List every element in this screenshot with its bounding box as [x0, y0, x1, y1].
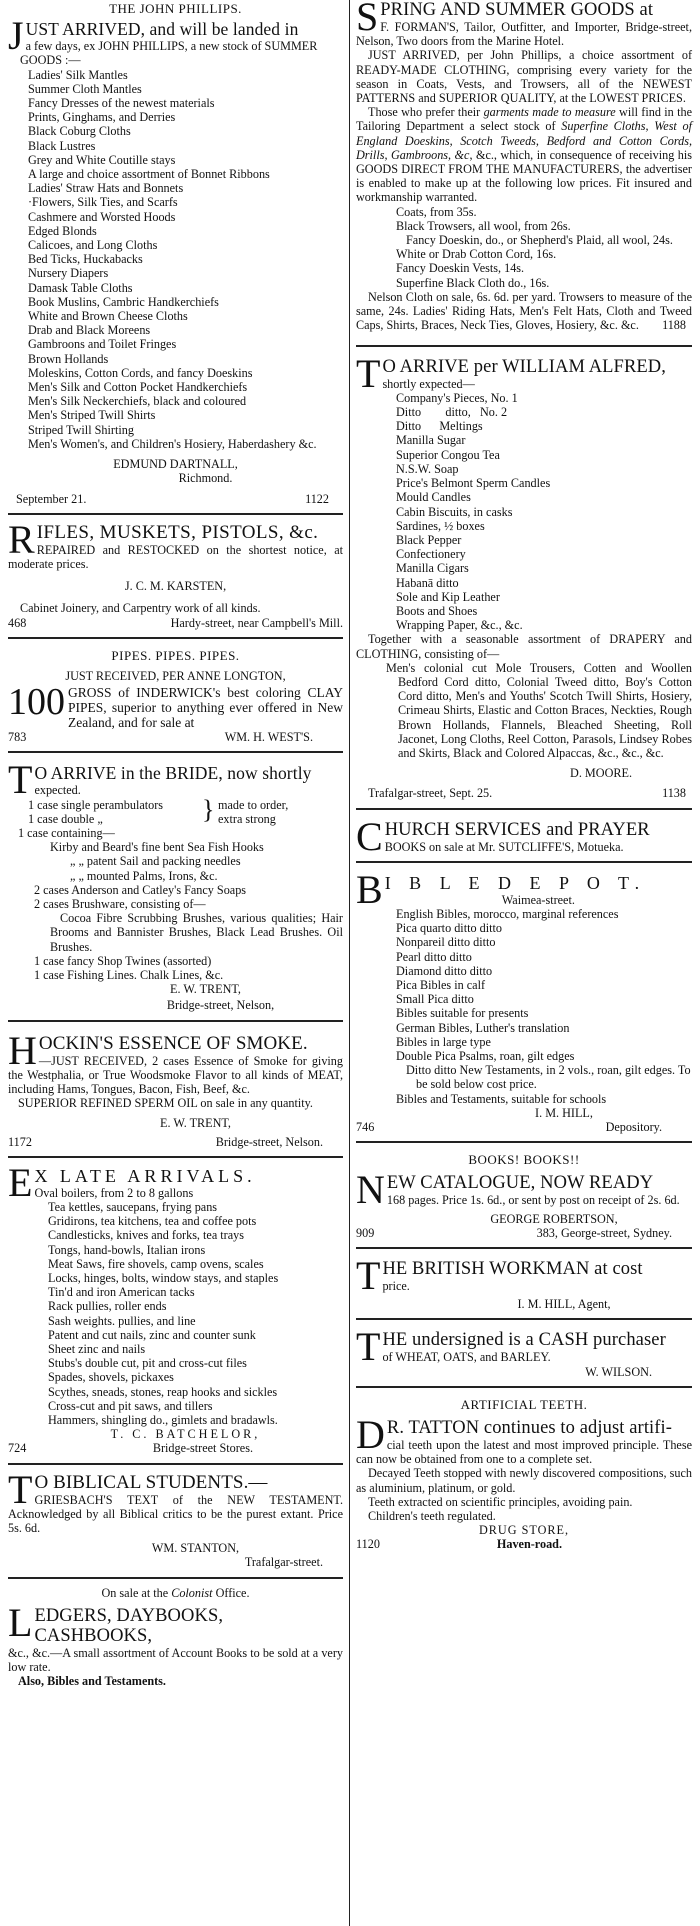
drop-capital: N [356, 1173, 385, 1208]
list-item: Ditto ditto New Testaments, in 2 vols., roan, gilt edges. To be sold below cost price. [406, 1063, 691, 1092]
ad-separator [356, 1318, 692, 1320]
list-item: Manilla Cigars [396, 561, 469, 576]
list-item: White and Brown Cheese Cloths [28, 309, 188, 324]
drop-capital: T [8, 763, 33, 798]
ad-body: Teeth extracted on scientific principles, avoiding pain. [368, 1494, 633, 1509]
list-item: Cashmere and Worsted Hoods [28, 209, 176, 224]
ad-body: cial teeth upon the latest and most improved principle. These can now be obtained from one to a complete set. [356, 1438, 692, 1467]
ad-essence-of-smoke [8, 1034, 343, 1149]
list-item: Small Pica ditto [396, 992, 474, 1007]
list-item: Coats, from 35s. [396, 204, 477, 219]
ad-number: 909 [356, 1225, 375, 1240]
ad-heading: On sale at the Colonist Office. [101, 1585, 250, 1600]
list-item: Double Pica Psalms, roan, gilt edges [396, 1049, 575, 1063]
ad-address: Hardy-street, near Campbell's Mill. [170, 615, 343, 630]
drop-capital: J [8, 19, 24, 59]
ad-body: Those who prefer their garments made to measure will find in the Tailoring Department a select stock of Superfine Cloths, West of England Doeskins, Scotch Tweeds, Bedford and Cotton Cords, Drills, Gambroons, &c, &c., which, in consequence of receiving his GOODS DIRECT FROM THE MANUFACTURERS, the advertiser is enabled to make up at the following low prices. Fit insured and workmanship warranted. [356, 105, 693, 205]
ad-address: Bridge-street, Nelson. [215, 1134, 323, 1149]
ad-biblical-students [8, 1473, 343, 1570]
ad-number: 1122 [305, 491, 329, 506]
list-item: Drab and Black Moreens [28, 323, 151, 338]
ad-body: 168 pages. Price 1s. 6d., or sent by post on receipt of 2s. 6d. [386, 1193, 680, 1208]
ad-body: &c., &c.—A small assortment of Account Books to be sold at a very low rate. [8, 1645, 343, 1675]
goods-list [8, 1200, 343, 1427]
list-item: Meat Saws, fire shovels, camp ovens, scales [48, 1256, 264, 1271]
ad-lead: OCKIN'S ESSENCE OF SMOKE. [38, 1033, 308, 1054]
list-item: Manilla Sugar [396, 433, 466, 448]
ad-address: Bridge-street Stores. [152, 1441, 253, 1456]
list-item: Prints, Ginghams, and Derries [28, 110, 176, 125]
ad-address: Bridge-street, Nelson, [166, 998, 275, 1013]
ad-subheading: expected. [34, 783, 81, 798]
goods-list [356, 391, 692, 632]
list-item: Black Coburg Cloths [28, 124, 131, 139]
ad-separator [8, 1156, 343, 1158]
list-item: Ladies' Straw Hats and Bonnets [28, 181, 184, 196]
ad-lead: O ARRIVE in the BRIDE, now shortly [34, 763, 312, 784]
drop-capital: L [8, 1605, 33, 1645]
ad-separator [8, 637, 343, 639]
list-item: Men's Women's, and Children's Hosiery, Haberdashery &c. [28, 436, 317, 451]
list-item: Damask Table Cloths [28, 280, 133, 295]
list-item: 1 case single perambulators [28, 797, 164, 812]
ad-bride [8, 763, 343, 1012]
ad-william-alfred [356, 357, 692, 801]
list-item: Sole and Kip Leather [396, 589, 500, 604]
left-column [8, 0, 343, 1926]
ad-body: Men's colonial cut Mole Trousers, Cotten and Woollen Bedford Cord ditto, Colonial Tweed ditto, Boy's Cotton Cord ditto, Men's and Youths' Scotch Twill Shirts, Hosiery, Crimeau Shirts, Elastic and Cotton Braces, Neckties, Rough Brown Hollands, Flannels, Bleached Sheeting, Roll Jaconet, Long Cloths, Reel Cotton, Parasols, Lindsey Robes and Skirts, Black and Colored Alpaccas, &c., &c., &c. [386, 660, 692, 760]
list-item: Moleskins, Cotton Cords, and fancy Doeskins [28, 365, 253, 380]
list-item: 1 case Fishing Lines. Chalk Lines, &c. [34, 967, 224, 982]
list-note: made to order, [218, 797, 289, 812]
list-item: Nursery Diapers [28, 266, 109, 281]
list-item: 1 case fancy Shop Twines (assorted) [34, 953, 212, 968]
ad-subheading: JUST RECEIVED, PER ANNE LONGTON, [65, 668, 286, 683]
list-item: Fancy Dresses of the newest materials [28, 96, 215, 111]
ad-separator [8, 1577, 343, 1579]
ad-address: Trafalgar-street. [244, 1555, 323, 1570]
list-item: Sardines, ½ boxes [396, 518, 485, 533]
ad-separator [356, 345, 692, 347]
ad-body: Decayed Teeth stopped with newly discovered compositions, such as aluminium, platinum, or gold. [356, 1466, 692, 1495]
list-item: 1 case containing— [18, 825, 115, 840]
list-item: Nonpareil ditto ditto [396, 935, 496, 950]
list-item: Rack pullies, roller ends [48, 1299, 167, 1314]
list-item: Wrapping Paper, &c., &c. [396, 618, 523, 633]
list-item: Habanā ditto [396, 575, 459, 590]
drop-capital: T [8, 1472, 33, 1512]
list-item: Fancy Doeskin, do., or Shepherd's Plaid, all wool, 24s. [406, 233, 673, 248]
ad-signer: J. C. M. KARSTEN, [124, 579, 227, 594]
list-item: Black Pepper [396, 532, 462, 547]
ad-artificial-teeth [356, 1398, 692, 1552]
list-item: Diamond ditto ditto [396, 963, 493, 978]
ad-separator [356, 1141, 692, 1143]
list-item: Men's Striped Twill Shirts [28, 408, 156, 423]
list-item: Men's Silk and Cotton Pocket Handkerchiefs [28, 380, 248, 395]
ad-lead: IFLES, MUSKETS, PISTOLS, &c. [36, 522, 319, 543]
list-item: Sash weights. pullies, and line [48, 1313, 196, 1328]
list-item: Cabin Biscuits, in casks [396, 504, 513, 519]
drop-capital: R [8, 522, 35, 562]
ad-signer: E. W. TRENT, [160, 1116, 231, 1131]
ad-number: 746 [356, 1120, 375, 1135]
ad-ledgers [8, 1586, 343, 1689]
ad-british-workman [356, 1259, 692, 1311]
drop-capital: C [356, 819, 383, 854]
list-item: Oval boilers, from 2 to 8 gallons [34, 1185, 194, 1200]
list-item: Sheet zinc and nails [48, 1342, 146, 1357]
list-item: Stubs's double cut, pit and cross-cut files [48, 1356, 247, 1371]
ad-separator [8, 1020, 343, 1022]
ad-lead: O ARRIVE per WILLIAM ALFRED, [382, 356, 666, 377]
drop-capital: T [356, 356, 381, 391]
drop-number: 100 [8, 685, 65, 724]
list-item: A large and choice assortment of Bonnet Ribbons [28, 167, 270, 182]
list-item: Pearl ditto ditto [396, 949, 472, 964]
list-item: 2 cases Anderson and Catley's Fancy Soaps [34, 882, 247, 897]
ad-address: Depository. [605, 1120, 662, 1135]
ad-subheading: price. [382, 1279, 410, 1294]
ad-body: JUST ARRIVED, per John Phillips, a choice assortment of READY-MADE CLOTHING, comprising every variety for the season in Coats, Vests, and Trowsers, all of the NEWEST PATTERNS and SUPERIOR QUALITY, at the LOWEST PRICES. [356, 48, 692, 106]
list-item: Ditto ditto, No. 2 [396, 405, 508, 420]
ad-heading: BOOKS! BOOKS!! [468, 1152, 580, 1168]
ad-number: 1138 [662, 786, 686, 801]
list-item: Ditto Meltings [396, 419, 483, 434]
list-item: Tin'd and iron American tacks [48, 1285, 195, 1300]
ad-signer: T. C. BATCHELOR, [110, 1427, 261, 1442]
ad-lead: HURCH SERVICES and PRAYER [384, 819, 650, 840]
ad-spring-summer-goods [356, 0, 692, 333]
ad-pipes [8, 649, 343, 745]
drop-capital: H [8, 1033, 37, 1073]
list-item: „ „ mounted Palms, Irons, &c. [70, 868, 218, 883]
drop-capital: S [356, 0, 379, 39]
drop-capital: T [356, 1259, 381, 1294]
ad-cash-purchaser [356, 1330, 692, 1378]
list-item: Black Trowsers, all wool, from 26s. [396, 218, 571, 233]
ad-ex-late-arrivals [8, 1166, 343, 1456]
list-item: Bibles in large type [396, 1034, 491, 1049]
ad-body: SUPERIOR REFINED SPERM OIL on sale in any quantity. [18, 1096, 313, 1111]
ad-subheading: Waimea-street. [501, 892, 575, 907]
goods-list [8, 68, 343, 451]
ad-new-catalogue [356, 1153, 692, 1240]
ad-signer: I. M. HILL, Agent, [517, 1297, 611, 1312]
drop-capital: B [356, 872, 383, 907]
list-item: German Bibles, Luther's translation [396, 1020, 570, 1035]
list-item: Confectionery [396, 547, 466, 562]
ad-number: 1188 [662, 318, 686, 333]
ad-signer: E. W. TRENT, [170, 982, 241, 997]
list-item: Pica Bibles in calf [396, 977, 486, 992]
list-item: Locks, hinges, bolts, window stays, and staples [48, 1271, 279, 1286]
ad-body: REPAIRED and RESTOCKED on the shortest notice, at moderate prices. [8, 542, 343, 571]
ad-address: Haven-road. [496, 1537, 562, 1552]
list-item: Summer Cloth Mantles [28, 81, 142, 96]
list-item: Black Lustres [28, 138, 96, 153]
list-item: Spades, shovels, pickaxes [48, 1370, 174, 1385]
list-item: White or Drab Cotton Cord, 16s. [396, 247, 557, 262]
ad-separator [356, 1386, 692, 1388]
ad-lead: HE BRITISH WORKMAN at cost [382, 1259, 643, 1280]
list-item: Bed Ticks, Huckabacks [28, 252, 143, 267]
ad-church-services [356, 820, 692, 854]
list-item: Fancy Doeskin Vests, 14s. [396, 261, 525, 276]
list-item: N.S.W. Soap [396, 461, 459, 476]
ad-lead: EDGERS, DAYBOOKS, CASHBOOKS, [34, 1605, 224, 1646]
ad-separator [356, 861, 692, 863]
list-item: English Bibles, morocco, marginal references [396, 906, 619, 921]
list-item: Superior Congou Tea [396, 447, 500, 462]
list-item: Striped Twill Shirting [28, 422, 134, 437]
ad-line: Cabinet Joinery, and Carpentry work of all kinds. [20, 601, 261, 616]
price-list [356, 205, 692, 290]
list-item: Book Muslins, Cambric Handkerchiefs [28, 294, 219, 309]
ad-lead: X LATE ARRIVALS. [34, 1165, 256, 1186]
ad-body: BOOKS on sale at Mr. SUTCLIFFE'S, Motueka. [384, 839, 624, 854]
ad-body: F. FORMAN'S, Tailor, Outfitter, and Importer, Bridge-street, Nelson, Two doors from the Marine Hotel. [356, 20, 692, 49]
ad-lead: UST ARRIVED, and will be landed in [25, 19, 299, 40]
list-item: Hammers, shingling do., gimlets and bradawls. [48, 1413, 278, 1428]
ad-body: —JUST RECEIVED, 2 cases Essence of Smoke for giving the Westphalia, or True Woodsmoke Flavor to all kinds of MEAT, including Hams, Tongues, Bacon, Fish, Beef, &c. [8, 1053, 343, 1096]
ad-john-phillips [8, 0, 343, 506]
column-divider [349, 0, 350, 1926]
list-item: 2 cases Brushware, consisting of— [34, 896, 206, 911]
ad-bible-depot [356, 873, 692, 1134]
list-item: „ „ patent Sail and packing needles [70, 854, 241, 869]
list-item: ·Flowers, Silk Ties, and Scarfs [28, 195, 178, 210]
ad-separator [356, 808, 692, 810]
list-item: Candlesticks, knives and forks, tea trays [48, 1228, 244, 1243]
ad-intro: a few days, ex JOHN PHILLIPS, a new stock of SUMMER GOODS :— [20, 39, 318, 68]
list-item: Cocoa Fibre Scrubbing Brushes, various qualities; Hair Brooms and Bannister Brushes, Black Lead Brushes. Oil Brushes. [50, 911, 343, 954]
drop-capital: D [356, 1418, 385, 1458]
ad-lead: R. TATTON continues to adjust artifi- [386, 1418, 673, 1439]
list-item: Patent and cut nails, zinc and counter sunk [48, 1327, 256, 1342]
ad-signer: EDMUND DARTNALL, [113, 457, 238, 472]
ad-number: 1120 [356, 1537, 380, 1552]
ad-subheading: of WHEAT, OATS, and BARLEY. [382, 1350, 551, 1365]
ad-signer: DRUG STORE, [478, 1523, 569, 1538]
ad-signer: GEORGE ROBERTSON, [490, 1211, 618, 1226]
list-item: Calicoes, and Long Cloths [28, 238, 158, 253]
ad-lead: EW CATALOGUE, NOW READY [386, 1173, 654, 1194]
ad-signer: I. M. HILL, [535, 1105, 593, 1120]
list-item: Pica quarto ditto ditto [396, 921, 502, 936]
list-item: Edged Blonds [28, 223, 97, 238]
ad-separator [8, 1463, 343, 1465]
right-column [356, 0, 692, 1926]
ad-separator [8, 751, 343, 753]
list-item: Scythes, sneads, stones, reap hooks and sickles [48, 1384, 278, 1399]
ad-heading: THE JOHN PHILLIPS. [109, 1, 242, 16]
ad-signer: W. WILSON. [585, 1364, 652, 1379]
ad-body: GRIESBACH'S TEXT of the NEW TESTAMENT. Acknowledged by all Biblical critics to be the purest extant. Price 5s. 6d. [8, 1492, 343, 1536]
list-item: Brown Hollands [28, 351, 109, 366]
list-item: Men's Silk Neckerchiefs, black and coloured [28, 394, 247, 409]
list-item: Tongs, hand-bowls, Italian irons [48, 1242, 206, 1257]
ad-lead: HE undersigned is a CASH purchaser [382, 1330, 666, 1351]
drop-capital: T [356, 1330, 381, 1365]
ad-number: 724 [8, 1441, 27, 1456]
list-item: Kirby and Beard's fine bent Sea Fish Hooks [50, 840, 264, 855]
ad-lead: I B L E D E P O T. [384, 872, 647, 893]
ad-subheading: shortly expected— [382, 376, 475, 391]
ad-body: Children's teeth regulated. [368, 1509, 496, 1524]
list-item: Bibles suitable for presents [396, 1006, 529, 1021]
list-item: Company's Pieces, No. 1 [396, 390, 518, 405]
ad-separator [356, 1247, 692, 1249]
list-item: Price's Belmont Sperm Candles [396, 476, 551, 491]
list-item: 1 case double „ [28, 811, 103, 826]
ad-lead: PRING AND SUMMER GOODS at [380, 0, 654, 20]
ad-date: September 21. [16, 491, 87, 506]
ad-lead: O BIBLICAL STUDENTS.— [34, 1472, 268, 1493]
list-item: Bibles and Testaments, suitable for schools [396, 1091, 607, 1106]
ad-heading: PIPES. PIPES. PIPES. [111, 647, 240, 663]
list-item: Boots and Shoes [396, 603, 478, 618]
list-item: Ladies' Silk Mantles [28, 67, 128, 82]
goods-list [356, 907, 692, 1106]
brace-glyph: } [202, 794, 215, 824]
ad-signer: WM. STANTON, [151, 1541, 240, 1556]
ad-signer: D. MOORE. [570, 766, 632, 781]
ad-separator [8, 513, 343, 515]
ad-number: 783 [8, 730, 27, 745]
ad-address: Trafalgar-street, Sept. 25. [368, 786, 493, 801]
list-item: Superfine Black Cloth do., 16s. [396, 275, 550, 290]
list-item: Grey and White Coutille stays [28, 152, 176, 167]
list-item: Mould Candles [396, 490, 471, 505]
ad-body: Also, Bibles and Testaments. [18, 1674, 166, 1689]
list-item: Gridirons, tea kitchens, tea and coffee pots [48, 1214, 257, 1229]
ad-body: Together with a seasonable assortment of DRAPERY and CLOTHING, consisting of— [356, 632, 692, 661]
ad-number: 468 [8, 615, 27, 630]
ad-number: 1172 [8, 1134, 32, 1149]
ad-body: GROSS of INDERWICK's best coloring CLAY PIPES, superior to anything ever offered in New Zealand, and for sale at [68, 685, 343, 731]
list-item: Tea kettles, saucepans, frying pans [48, 1200, 218, 1214]
ad-body: Nelson Cloth on sale, 6s. 6d. per yard. Trowsers to measure of the same, 24s. Ladies' Riding Hats, Men's Felt Hats, Cloth and Tweed Caps, Shirts, Braces, Neck Ties, Gloves, Hosiery, &c. &c. [356, 289, 692, 333]
ad-place: Richmond. [178, 471, 233, 486]
ad-address: 383, George-street, Sydney. [536, 1225, 672, 1240]
ad-heading: ARTIFICIAL TEETH. [460, 1396, 588, 1412]
drop-capital: E [8, 1165, 33, 1200]
ad-rifles [8, 523, 343, 630]
list-item: Gambroons and Toilet Fringes [28, 337, 177, 352]
ad-signer: WM. H. WEST'S. [224, 730, 313, 745]
list-item: Cross-cut and pit saws, and tillers [48, 1398, 213, 1413]
list-note: extra strong [218, 811, 276, 826]
